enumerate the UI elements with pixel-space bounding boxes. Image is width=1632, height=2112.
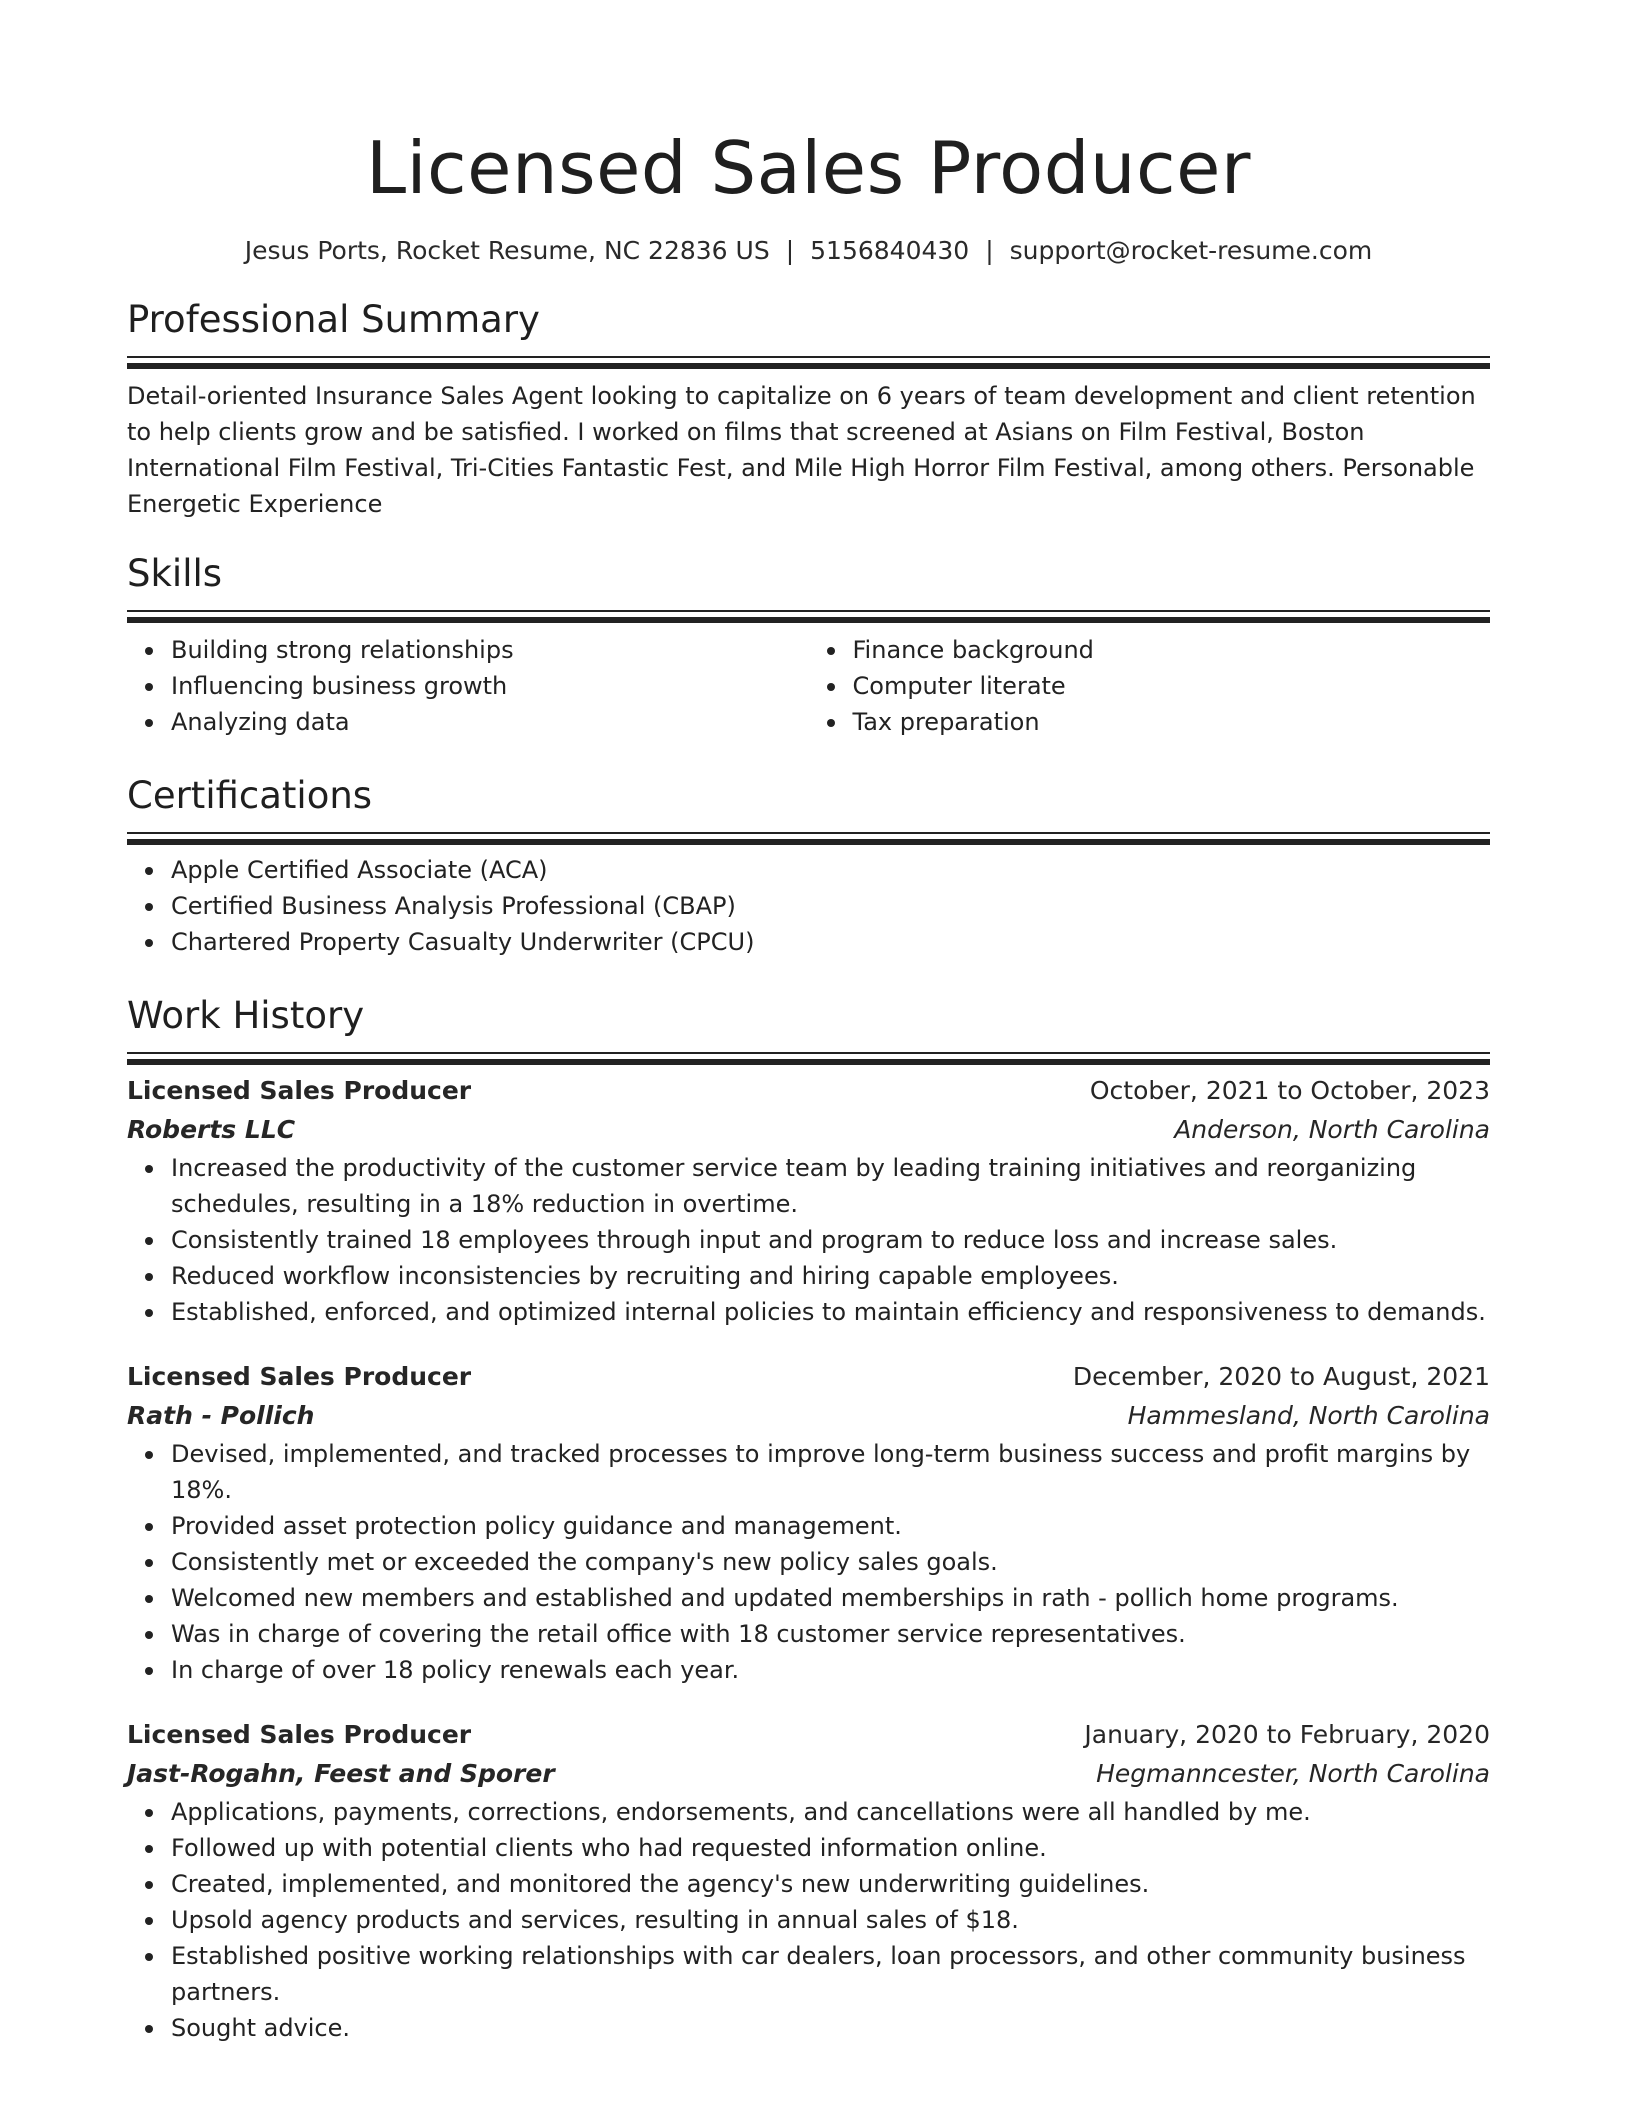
skill-item: Computer literate: [853, 668, 1491, 704]
job-title: Licensed Sales Producer: [127, 1076, 472, 1105]
contact-separator: |: [785, 236, 795, 265]
section-divider: [127, 356, 1490, 358]
job-company: Roberts LLC: [127, 1115, 296, 1144]
section-title-skills: Skills: [127, 552, 223, 595]
section-title-certifications: Certifications: [127, 774, 373, 817]
job-bullet: Was in charge of covering the retail office with 18 customer service representatives.: [171, 1616, 1490, 1652]
job-bullet: Applications, payments, corrections, endorsements, and cancellations were all handled by me.: [171, 1794, 1490, 1830]
job-bullet: Followed up with potential clients who had requested information online.: [171, 1830, 1490, 1866]
job-dates: October, 2021 to October, 2023: [1089, 1076, 1490, 1105]
section-title-summary: Professional Summary: [127, 298, 540, 341]
certification-item: Certified Business Analysis Professional (CBAP): [171, 888, 1490, 924]
job-bullet: In charge of over 18 policy renewals each year.: [171, 1652, 1490, 1688]
section-title-work-history: Work History: [127, 994, 365, 1037]
job-bullet: Consistently met or exceeded the company's new policy sales goals.: [171, 1544, 1490, 1580]
section-divider: [127, 610, 1490, 612]
job-bullet: Increased the productivity of the customer service team by leading training initiatives and reorganizing schedules, resulting in a 18% reduction in overtime.: [171, 1150, 1490, 1222]
resume-name: Licensed Sales Producer: [365, 126, 1252, 210]
certifications-section: [127, 772, 1490, 960]
job-bullet: Established, enforced, and optimized internal policies to maintain efficiency and responsiveness to demands.: [171, 1294, 1490, 1330]
section-divider: [127, 1052, 1490, 1054]
contact-separator: |: [985, 236, 994, 265]
contact-line: [127, 234, 1490, 268]
certifications-list: [127, 852, 1490, 960]
skill-item: Finance background: [853, 632, 1491, 668]
job-bullet: Provided asset protection policy guidance and management.: [171, 1508, 1490, 1544]
skills-list-right: [809, 632, 1491, 740]
contact-email: support@rocket-resume.com: [1009, 236, 1373, 265]
job-title: Licensed Sales Producer: [127, 1720, 472, 1749]
job-bullet: Upsold agency products and services, resulting in annual sales of $18.: [171, 1902, 1490, 1938]
job-bullets: [127, 1794, 1490, 2046]
skill-item: Tax preparation: [853, 704, 1491, 740]
job-location: Hammesland, North Carolina: [1127, 1401, 1490, 1430]
summary-text: Detail-oriented Insurance Sales Agent looking to capitalize on 6 years of team development and client retention to help clients grow and be satisfied. I worked on films that screened at Asians on Film Festival, Boston International Film Festival, Tri-Cities Fantastic Fest, and Mile High Horror Film Festival, among others. Personable Energetic Experience: [127, 382, 1476, 518]
job-location: Anderson, North Carolina: [1174, 1115, 1490, 1144]
job-bullet: Sought advice.: [171, 2010, 1490, 2046]
job-dates: December, 2020 to August, 2021: [1072, 1362, 1490, 1391]
job-entry: [127, 1072, 1490, 1330]
job-company: Jast-Rogahn, Feest and Sporer: [127, 1759, 555, 1788]
job-bullet: Established positive working relationships with car dealers, loan processors, and other community business partners.: [171, 1938, 1490, 2010]
job-bullet: Welcomed new members and established and updated memberships in rath - pollich home programs.: [171, 1580, 1490, 1616]
job-bullet: Created, implemented, and monitored the agency's new underwriting guidelines.: [171, 1866, 1490, 1902]
certification-item: Chartered Property Casualty Underwriter (CPCU): [171, 924, 1490, 960]
resume-page: [127, 0, 1490, 2074]
contact-address: Jesus Ports, Rocket Resume, NC 22836 US: [244, 236, 770, 265]
job-bullet: Reduced workflow inconsistencies by recruiting and hiring capable employees.: [171, 1258, 1490, 1294]
job-title: Licensed Sales Producer: [127, 1362, 472, 1391]
job-entry: [127, 1358, 1490, 1688]
skills-list-left: [127, 632, 809, 740]
contact-phone: 5156840430: [810, 236, 970, 265]
job-location: Hegmanncester, North Carolina: [1096, 1759, 1490, 1788]
job-entry: [127, 1716, 1490, 2046]
skill-item: Analyzing data: [171, 704, 809, 740]
job-company: Rath - Pollich: [127, 1401, 315, 1430]
skills-section: [127, 550, 1490, 740]
skill-item: Building strong relationships: [171, 632, 809, 668]
summary-section: [127, 296, 1490, 522]
job-bullet: Consistently trained 18 employees through input and program to reduce loss and increase sales.: [171, 1222, 1490, 1258]
job-bullets: [127, 1150, 1490, 1330]
job-bullet: Devised, implemented, and tracked processes to improve long-term business success and profit margins by 18%.: [171, 1436, 1490, 1508]
job-dates: January, 2020 to February, 2020: [1084, 1720, 1490, 1749]
work-history-section: [127, 992, 1490, 2046]
job-bullets: [127, 1436, 1490, 1688]
section-divider: [127, 832, 1490, 834]
certification-item: Apple Certified Associate (ACA): [171, 852, 1490, 888]
skill-item: Influencing business growth: [171, 668, 809, 704]
